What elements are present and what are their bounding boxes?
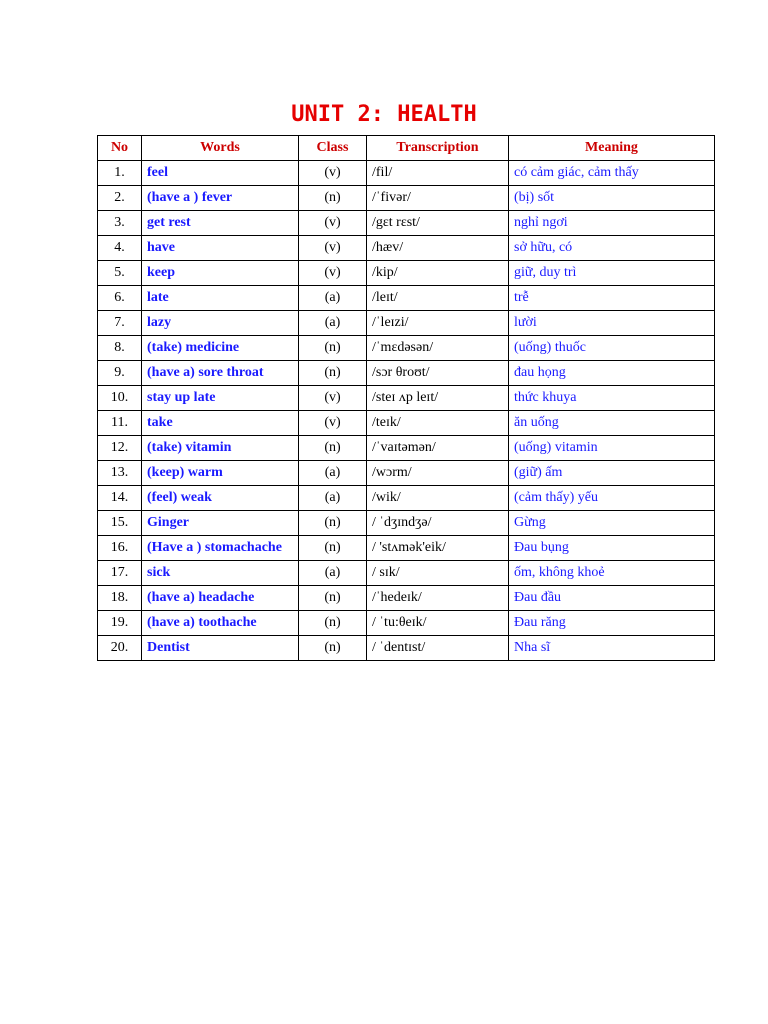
row-meaning: sở hữu, có — [509, 236, 715, 261]
row-meaning: có cảm giác, cảm thấy — [509, 161, 715, 186]
row-class: (v) — [299, 211, 367, 236]
row-word: (Have a ) stomachache — [142, 536, 299, 561]
table-row — [98, 461, 715, 486]
row-word: Dentist — [142, 636, 299, 661]
row-class: (v) — [299, 261, 367, 286]
row-transcription: /ˈvaɪtəmən/ — [367, 436, 509, 461]
table-row — [98, 361, 715, 386]
row-meaning: lười — [509, 311, 715, 336]
row-transcription: /steɪ ʌp leɪt/ — [367, 386, 509, 411]
row-transcription: /ˈhedeɪk/ — [367, 586, 509, 611]
row-transcription: /ˈmɛdəsən/ — [367, 336, 509, 361]
header-class: Class — [299, 136, 367, 161]
row-number: 4. — [98, 236, 142, 261]
row-number: 19. — [98, 611, 142, 636]
row-meaning: giữ, duy trì — [509, 261, 715, 286]
header-words: Words — [142, 136, 299, 161]
row-word: (have a) headache — [142, 586, 299, 611]
table-row — [98, 586, 715, 611]
row-class: (n) — [299, 636, 367, 661]
row-number: 12. — [98, 436, 142, 461]
row-word: (have a) toothache — [142, 611, 299, 636]
row-number: 8. — [98, 336, 142, 361]
row-number: 6. — [98, 286, 142, 311]
table-row — [98, 311, 715, 336]
table-row — [98, 211, 715, 236]
header-transcription: Transcription — [367, 136, 509, 161]
row-class: (a) — [299, 486, 367, 511]
row-number: 9. — [98, 361, 142, 386]
row-word: (feel) weak — [142, 486, 299, 511]
row-word: take — [142, 411, 299, 436]
row-meaning: (cảm thấy) yếu — [509, 486, 715, 511]
row-word: have — [142, 236, 299, 261]
table-row — [98, 511, 715, 536]
row-class: (n) — [299, 186, 367, 211]
row-number: 2. — [98, 186, 142, 211]
table-row — [98, 186, 715, 211]
table-row — [98, 611, 715, 636]
row-word: get rest — [142, 211, 299, 236]
table-row — [98, 536, 715, 561]
row-number: 13. — [98, 461, 142, 486]
row-word: keep — [142, 261, 299, 286]
row-number: 3. — [98, 211, 142, 236]
table-row — [98, 636, 715, 661]
row-word: (have a) sore throat — [142, 361, 299, 386]
row-transcription: / ˈtu:θeɪk/ — [367, 611, 509, 636]
table-row — [98, 411, 715, 436]
table-header-row — [98, 136, 715, 161]
row-class: (a) — [299, 286, 367, 311]
row-meaning: trễ — [509, 286, 715, 311]
row-class: (n) — [299, 511, 367, 536]
row-class: (n) — [299, 436, 367, 461]
table-row — [98, 486, 715, 511]
row-meaning: (giữ) ấm — [509, 461, 715, 486]
row-transcription: /sɔr θroʊt/ — [367, 361, 509, 386]
row-class: (n) — [299, 586, 367, 611]
row-class: (a) — [299, 311, 367, 336]
row-transcription: /fil/ — [367, 161, 509, 186]
row-word: (take) medicine — [142, 336, 299, 361]
row-class: (n) — [299, 336, 367, 361]
row-class: (n) — [299, 536, 367, 561]
row-transcription: /ˈleɪzi/ — [367, 311, 509, 336]
table-row — [98, 261, 715, 286]
row-number: 16. — [98, 536, 142, 561]
table-row — [98, 336, 715, 361]
row-number: 5. — [98, 261, 142, 286]
row-class: (v) — [299, 236, 367, 261]
row-number: 20. — [98, 636, 142, 661]
table-row — [98, 436, 715, 461]
row-number: 7. — [98, 311, 142, 336]
row-number: 11. — [98, 411, 142, 436]
row-meaning: Đau đầu — [509, 586, 715, 611]
table-row — [98, 561, 715, 586]
row-word: (keep) warm — [142, 461, 299, 486]
row-transcription: /gɛt rɛst/ — [367, 211, 509, 236]
row-number: 18. — [98, 586, 142, 611]
table-row — [98, 286, 715, 311]
row-meaning: (bị) sốt — [509, 186, 715, 211]
row-word: feel — [142, 161, 299, 186]
row-word: (have a ) fever — [142, 186, 299, 211]
row-meaning: Gừng — [509, 511, 715, 536]
row-word: stay up late — [142, 386, 299, 411]
row-class: (a) — [299, 561, 367, 586]
row-meaning: (uống) thuốc — [509, 336, 715, 361]
row-number: 10. — [98, 386, 142, 411]
row-word: sick — [142, 561, 299, 586]
row-transcription: /leɪt/ — [367, 286, 509, 311]
row-meaning: thức khuya — [509, 386, 715, 411]
row-number: 14. — [98, 486, 142, 511]
row-meaning: Nha sĩ — [509, 636, 715, 661]
row-meaning: ăn uống — [509, 411, 715, 436]
row-transcription: /ˈfivər/ — [367, 186, 509, 211]
row-transcription: /teɪk/ — [367, 411, 509, 436]
row-transcription: /wik/ — [367, 486, 509, 511]
row-transcription: /hæv/ — [367, 236, 509, 261]
row-meaning: Đau răng — [509, 611, 715, 636]
table-body — [98, 161, 715, 661]
row-class: (n) — [299, 611, 367, 636]
row-word: lazy — [142, 311, 299, 336]
row-word: late — [142, 286, 299, 311]
table-row — [98, 386, 715, 411]
row-class: (v) — [299, 411, 367, 436]
row-number: 15. — [98, 511, 142, 536]
row-transcription: /wɔrm/ — [367, 461, 509, 486]
row-class: (v) — [299, 161, 367, 186]
row-number: 17. — [98, 561, 142, 586]
row-transcription: / ˈdʒɪndʒə/ — [367, 511, 509, 536]
row-class: (n) — [299, 361, 367, 386]
row-number: 1. — [98, 161, 142, 186]
row-meaning: ốm, không khoẻ — [509, 561, 715, 586]
vocabulary-table — [97, 135, 715, 661]
page-title: UNIT 2: HEALTH — [291, 102, 477, 127]
header-no: No — [98, 136, 142, 161]
row-transcription: /kip/ — [367, 261, 509, 286]
row-transcription: / sɪk/ — [367, 561, 509, 586]
table-row — [98, 236, 715, 261]
row-meaning: đau họng — [509, 361, 715, 386]
header-meaning: Meaning — [509, 136, 715, 161]
row-class: (a) — [299, 461, 367, 486]
row-word: (take) vitamin — [142, 436, 299, 461]
table-row — [98, 161, 715, 186]
row-word: Ginger — [142, 511, 299, 536]
row-class: (v) — [299, 386, 367, 411]
row-meaning: Đau bụng — [509, 536, 715, 561]
row-transcription: / 'stʌmək'eik/ — [367, 536, 509, 561]
row-transcription: / ˈdentɪst/ — [367, 636, 509, 661]
row-meaning: (uống) vitamin — [509, 436, 715, 461]
row-meaning: nghỉ ngơi — [509, 211, 715, 236]
